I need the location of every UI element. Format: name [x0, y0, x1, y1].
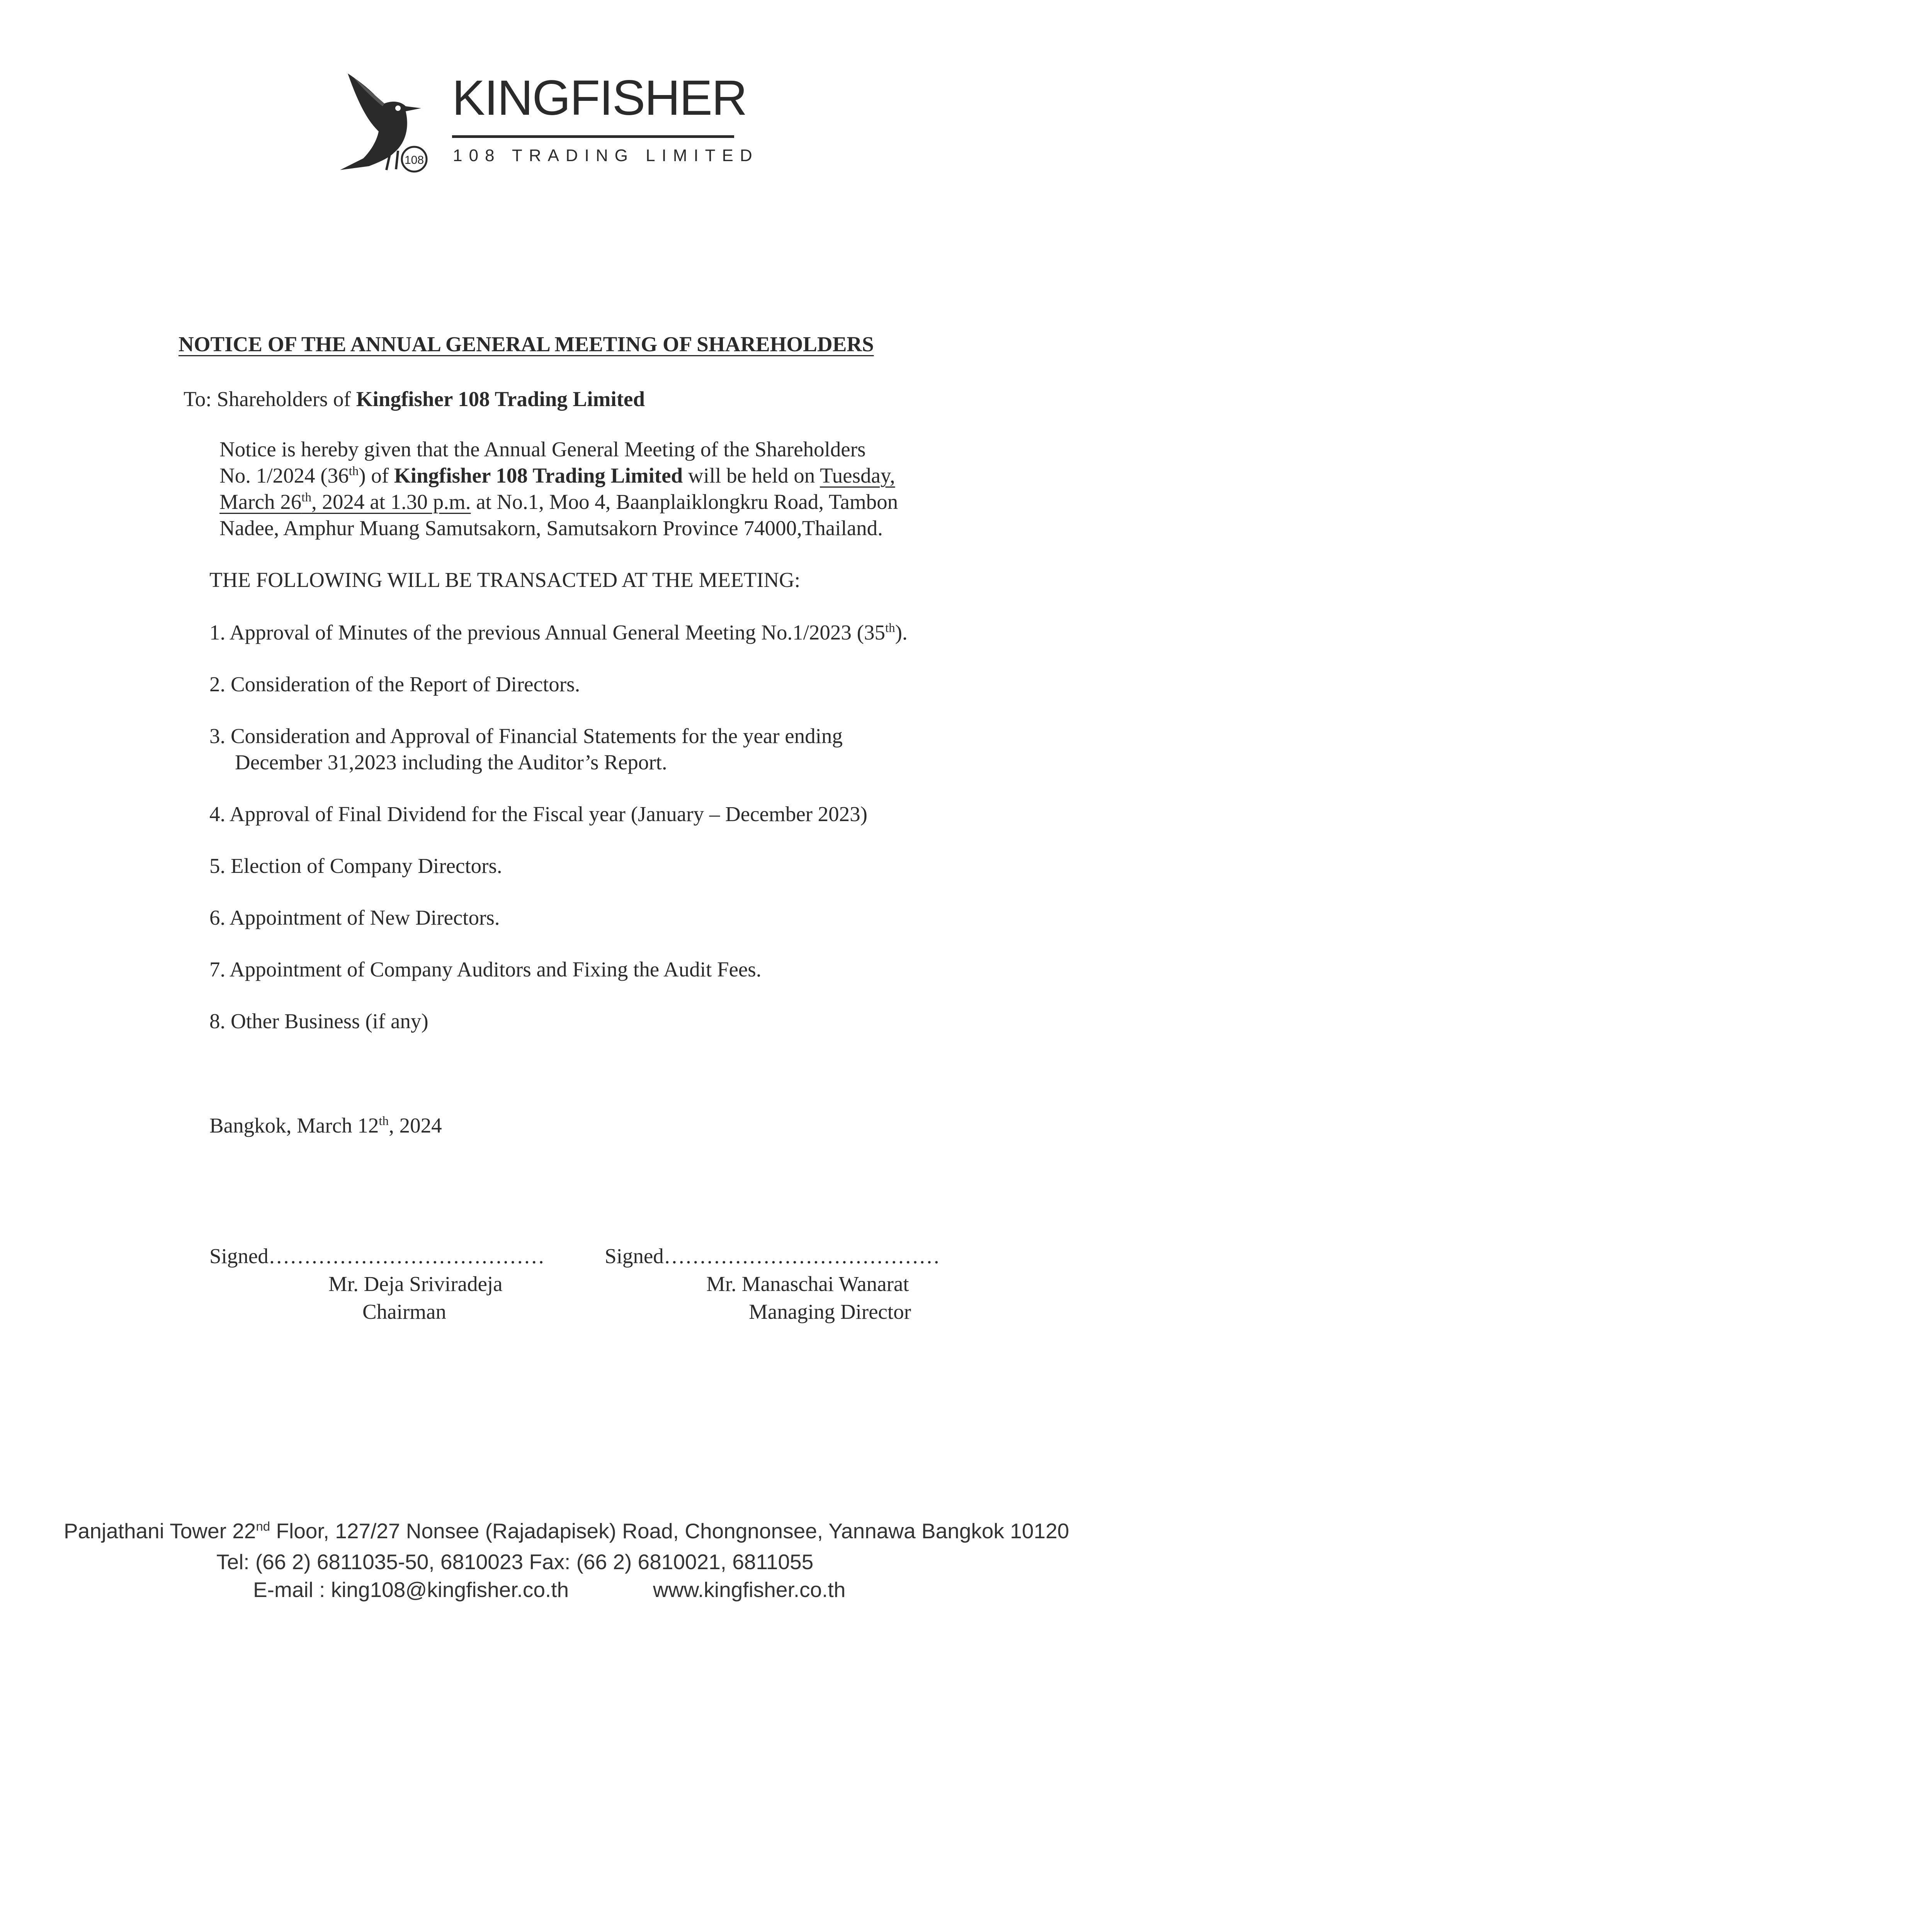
notice-date-year: , 2024: [389, 1114, 442, 1137]
notice-para-line-3: [219, 489, 898, 515]
notice-title: NOTICE OF THE ANNUAL GENERAL MEETING OF SHAREHOLDERS: [179, 332, 874, 356]
para-of: ) of: [359, 464, 389, 487]
meeting-time: , 2024 at 1.30 p.m.: [311, 490, 471, 514]
agenda-item-1: [209, 620, 908, 645]
meeting-date: March 26: [219, 490, 302, 514]
brand-subtitle: 108 TRADING LIMITED: [453, 146, 759, 165]
company-logo: [332, 70, 759, 182]
agenda-item-3-line-1: 3. Consideration and Approval of Financial Statements for the year ending: [209, 724, 843, 748]
addressee-line: [184, 386, 645, 412]
footer-website[interactable]: www.kingfisher.co.th: [653, 1578, 846, 1602]
footer-address: [64, 1519, 1069, 1543]
agenda-item-2: 2. Consideration of the Report of Directors.: [209, 672, 580, 696]
footer-phone-fax: Tel: (66 2) 6811035-50, 6810023 Fax: (66 2) 6810021, 6811055: [216, 1550, 814, 1574]
agenda-item-8: 8. Other Business (if any): [209, 1009, 428, 1033]
footer-address-sup: nd: [256, 1519, 270, 1534]
signature-line-left: Signed…………………………………: [209, 1244, 545, 1268]
signature-line-right: Signed…………………………………: [605, 1244, 940, 1268]
agenda-item-1-end: ).: [895, 621, 908, 644]
meeting-datetime: [219, 490, 471, 514]
footer-address-b: Floor, 127/27 Nonsee (Rajadapisek) Road, Chongnonsee, Yannawa Bangkok 10120: [276, 1519, 1070, 1543]
para-company: Kingfisher 108 Trading Limited: [394, 464, 683, 487]
addressee-company: Kingfisher 108 Trading Limited: [356, 387, 645, 411]
signatory-title-left: Chairman: [362, 1300, 446, 1323]
signatory-name-left: Mr. Deja Sriviradeja: [328, 1272, 503, 1296]
brand-name: KINGFISHER: [452, 70, 747, 126]
footer-email[interactable]: E-mail : king108@kingfisher.co.th: [253, 1578, 569, 1602]
agenda-item-7: 7. Appointment of Company Auditors and Fixing the Audit Fees.: [209, 957, 762, 981]
notice-date-main: Bangkok, March 12: [209, 1114, 379, 1137]
agenda-item-6: 6. Appointment of New Directors.: [209, 906, 500, 929]
agenda-heading: THE FOLLOWING WILL BE TRANSACTED AT THE MEETING:: [209, 568, 801, 592]
addressee-prefix: To: Shareholders of: [184, 387, 351, 411]
agenda-item-3-line-2: December 31,2023 including the Auditor’s Report.: [235, 750, 667, 774]
agenda-item-1-text: 1. Approval of Minutes of the previous Annual General Meeting No.1/2023 (35: [209, 621, 885, 644]
meeting-day: Tuesday,: [820, 464, 895, 487]
notice-para-line-1: Notice is hereby given that the Annual General Meeting of the Shareholders: [219, 437, 866, 461]
meeting-number: No. 1/2024 (36: [219, 464, 349, 487]
notice-date-sup: th: [379, 1114, 389, 1128]
notice-date: [209, 1113, 442, 1138]
brand-divider: [452, 135, 734, 138]
notice-para-line-2: [219, 463, 895, 488]
para-held-on: will be held on: [688, 464, 815, 487]
signatory-title-right: Managing Director: [749, 1300, 911, 1323]
agenda-item-5: 5. Election of Company Directors.: [209, 854, 502, 878]
agenda-item-4: 4. Approval of Final Dividend for the Fiscal year (January – December 2023): [209, 802, 867, 826]
meeting-date-sup: th: [301, 490, 311, 505]
kingfisher-bird-icon: [332, 70, 456, 182]
footer-address-a: Panjathani Tower 22: [64, 1519, 256, 1543]
meeting-address-a: at No.1, Moo 4, Baanplaiklongkru Road, Tambon: [476, 490, 898, 514]
signatory-name-right: Mr. Manaschai Wanarat: [706, 1272, 909, 1296]
notice-para-line-4: Nadee, Amphur Muang Samutsakorn, Samutsakorn Province 74000,Thailand.: [219, 516, 883, 540]
agenda-item-1-sup: th: [885, 621, 895, 635]
logo-badge-text: 108: [404, 154, 424, 167]
meeting-number-sup: th: [349, 464, 359, 478]
